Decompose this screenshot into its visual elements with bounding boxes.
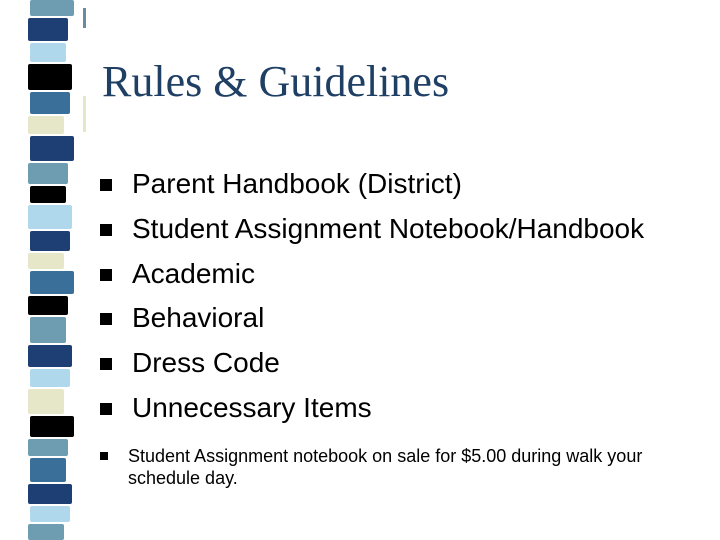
stripe-segment <box>28 345 72 367</box>
bullet-item <box>100 252 710 297</box>
stripe-segment <box>28 116 64 134</box>
bullet-item-note <box>100 445 710 489</box>
square-bullet-icon <box>100 403 112 415</box>
stripe-segment <box>28 389 64 414</box>
bullet-text: Student Assignment Notebook/Handbook <box>132 212 645 244</box>
bullet-text: Parent Handbook (District) <box>132 168 462 199</box>
bullet-text: Academic <box>132 257 255 289</box>
stripe-segment <box>30 458 66 482</box>
stripe-segment <box>28 64 72 90</box>
bullet-item <box>100 341 710 386</box>
bullet-text: Dress Code <box>132 347 280 379</box>
stripe-segment <box>30 271 74 294</box>
stripe-segment <box>28 484 72 504</box>
bullet-item <box>100 386 710 431</box>
bullet-item <box>100 162 710 207</box>
stripe-segment <box>30 186 66 203</box>
stripe-segment <box>30 43 66 62</box>
square-bullet-icon <box>100 179 112 191</box>
stripe-segment <box>30 92 70 114</box>
stripe-segment <box>28 205 72 229</box>
bullet-text: Unnecessary Items <box>132 391 372 423</box>
square-bullet-icon <box>100 452 108 460</box>
square-bullet-icon <box>100 313 112 325</box>
slide-title: Rules & Guidelines <box>102 57 450 106</box>
bullet-text: Student Assignment notebook on sale for $5.00 during walk your schedule day. <box>128 445 643 488</box>
title-accent-bar-bottom <box>83 96 86 132</box>
stripe-segment <box>30 506 70 522</box>
square-bullet-icon <box>100 269 112 281</box>
stripe-segment <box>28 18 68 41</box>
bullet-item <box>100 296 710 341</box>
stripe-segment <box>28 439 68 456</box>
stripe-segment <box>28 296 68 315</box>
decorative-stripe <box>0 0 70 540</box>
stripe-segment <box>30 231 70 251</box>
stripe-segment <box>30 136 74 161</box>
stripe-segment <box>28 524 64 540</box>
bullet-list <box>100 162 710 489</box>
stripe-segment <box>28 163 68 184</box>
stripe-segment <box>30 416 74 437</box>
stripe-segment <box>30 369 70 387</box>
bullet-text: Behavioral <box>132 302 265 334</box>
stripe-segment <box>30 317 66 343</box>
square-bullet-icon <box>100 224 112 236</box>
bullet-item <box>100 207 710 252</box>
stripe-segment <box>28 253 64 269</box>
square-bullet-icon <box>100 358 112 370</box>
stripe-segment <box>30 0 74 16</box>
title-accent-bar-top <box>83 8 86 28</box>
